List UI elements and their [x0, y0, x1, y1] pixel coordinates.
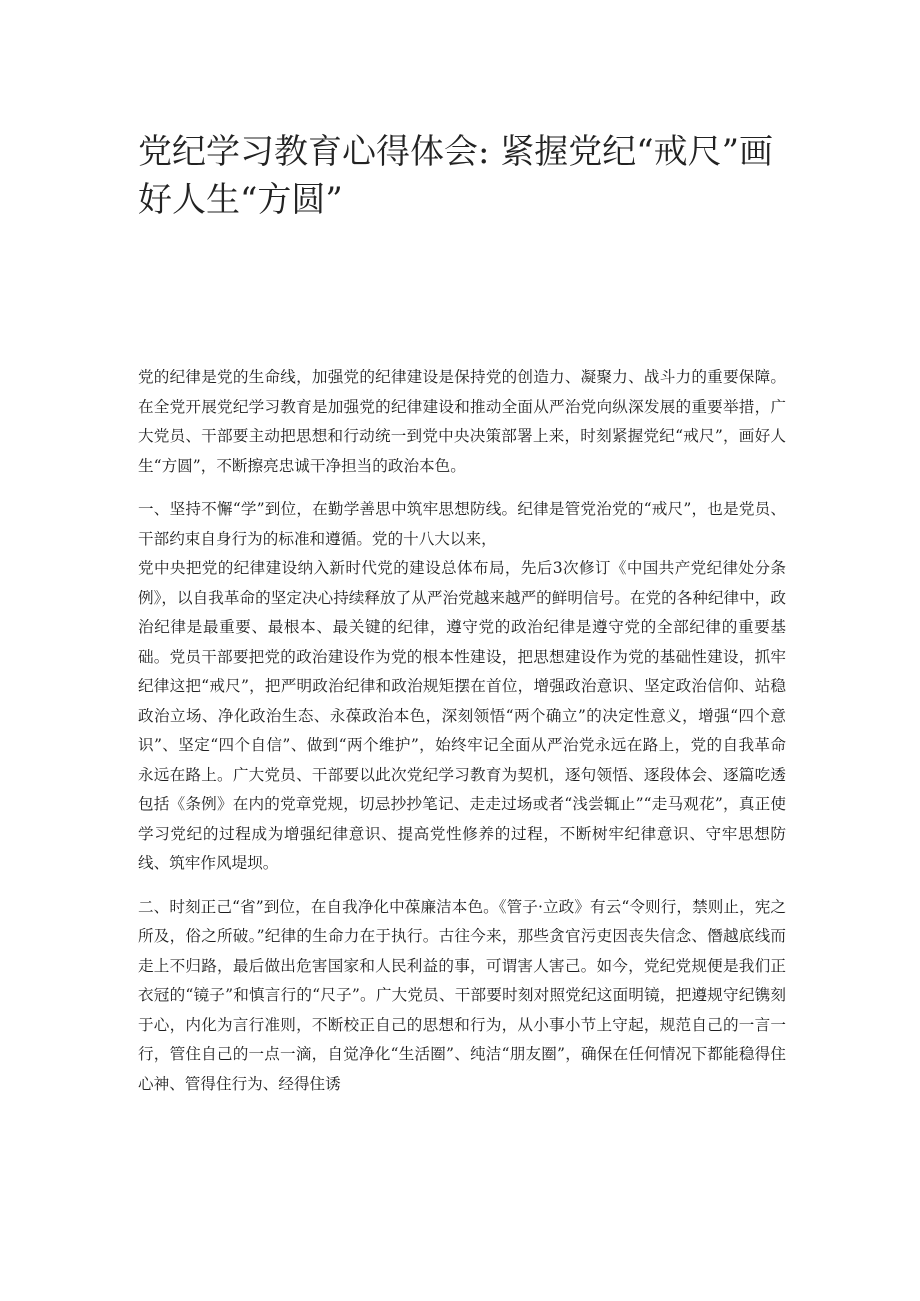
- document-body: [138, 363, 786, 1113]
- paragraph-section-1-body: 党中央把党的纪律建设纳入新时代党的建设总体布局，先后3次修订《中国共产党纪律处分条例》，以自我革命的坚定决心持续释放了从严治党越来越严的鲜明信号。在党的各种纪律中，政治纪律是最重要、最根本、最关键的纪律，遵守党的政治纪律是遵守党的全部纪律的重要基础。党员干部要把党的政治建设作为党的根本性建设，把思想建设作为党的基础性建设，抓牢纪律这把“戒尺”，把严明政治纪律和政治规矩摆在首位，增强政治意识、坚定政治信仰、站稳政治立场、净化政治生态、永葆政治本色，深刻领悟“两个确立”的决定性意义，增强“四个意识”、坚定“四个自信”、做到“两个维护”，始终牢记全面从严治党永远在路上，党的自我革命永远在路上。广大党员、干部要以此次党纪学习教育为契机，逐句领悟、逐段体会、逐篇吃透包括《条例》在内的党章党规，切忌抄抄笔记、走走过场或者“浅尝辄止”“走马观花”，真正使学习党纪的过程成为增强纪律意识、提高党性修养的过程，不断树牢纪律意识、守牢思想防线、筑牢作风堤坝。: [138, 559, 786, 872]
- paragraph-section-2: 二、时刻正己“省”到位，在自我净化中葆廉洁本色。《管子·立政》有云“令则行，禁则止，宪之所及，俗之所破。”纪律的生命力在于执行。古往今来，那些贪官污吏因丧失信念、僭越底线而走上不归路，最后做出危害国家和人民利益的事，可谓害人害己。如今，党纪党规便是我们正衣冠的“镜子”和慎言行的“尺子”。广大党员、干部要时刻对照党纪这面明镜，把遵规守纪镌刻于心，内化为言行准则，不断校正自己的思想和行为，从小事小节上守起，规范自己的一言一行，管住自己的一点一滴，自觉净化“生活圈”、纯洁“朋友圈”，确保在任何情况下都能稳得住心神、管得住行为、经得住诱: [138, 897, 786, 1093]
- page-title: 党纪学习教育心得体会: 紧握党纪“戒尺”画好人生“方圆”: [138, 132, 774, 220]
- paragraph-intro: 党的纪律是党的生命线，加强党的纪律建设是保持党的创造力、凝聚力、战斗力的重要保障。在全党开展党纪学习教育是加强党的纪律建设和推动全面从严治党向纵深发展的重要举措，广大党员、干部要主动把思想和行动统一到党中央决策部署上来，时刻紧握党纪“戒尺”，画好人生“方圆”，不断擦亮忠诚干净担当的政治本色。: [138, 368, 786, 475]
- paragraph-section-1-heading: 一、坚持不懈“学”到位，在勤学善思中筑牢思想防线。纪律是管党治党的“戒尺”，也是党员、干部约束自身行为的标准和遵循。党的十八大以来，: [138, 500, 786, 548]
